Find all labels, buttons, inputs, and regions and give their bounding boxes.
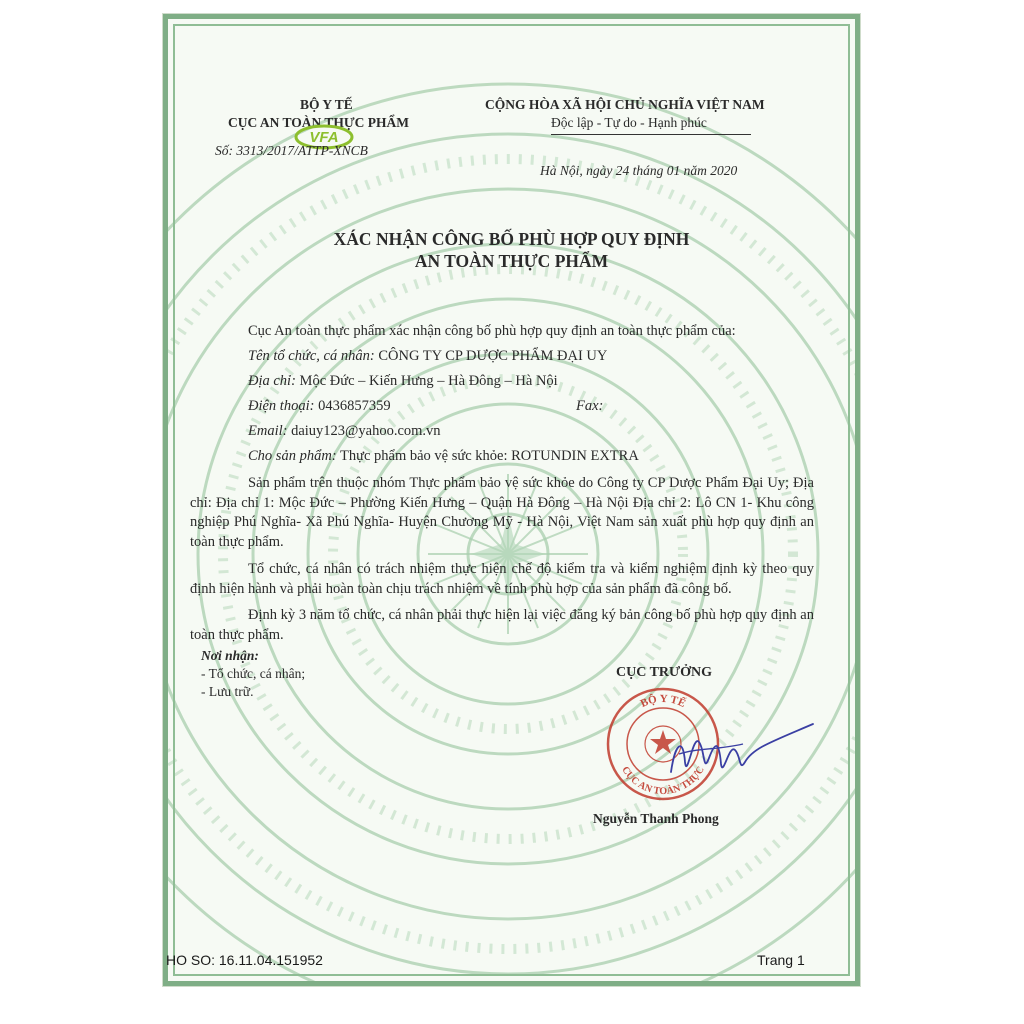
- vfa-logo-text: VFA: [309, 129, 339, 146]
- phone-value: 0436857359: [314, 398, 391, 414]
- product-value: Thực phẩm bảo vệ sức khỏe: ROTUNDIN EXTRA: [336, 448, 639, 464]
- address-value: Mộc Đức – Kiến Hưng – Hà Đông – Hà Nội: [295, 373, 558, 389]
- stamp-top-text: BỘ Y TẾ: [638, 692, 688, 710]
- paragraph-renewal: Định kỳ 3 năm tổ chức, cá nhân phải thực hiện lại việc đăng ký bản công bố phù hợp quy định an toàn thực phẩm.: [190, 607, 814, 643]
- organization-label: Tên tổ chức, cá nhân:: [248, 348, 375, 364]
- address-label: Địa chỉ:: [248, 373, 296, 389]
- email-line: [248, 423, 441, 440]
- email-label: Email:: [248, 423, 288, 439]
- ministry-name: BỘ Y TẾ: [300, 97, 353, 112]
- recipient-item: - Tổ chức, cá nhân;: [201, 666, 306, 681]
- document-title-line2: AN TOÀN THỰC PHẨM: [414, 251, 609, 271]
- handwritten-signature: [653, 714, 823, 794]
- intro-text: Cục An toàn thực phẩm xác nhận công bố phù hợp quy định an toàn thực phẩm của:: [248, 323, 736, 339]
- phone-label: Điện thoại:: [248, 398, 315, 414]
- product-line: [248, 448, 639, 465]
- paragraph-product-group: Sản phẩm trên thuộc nhóm Thực phẩm bảo vệ sức khỏe do Công ty CP Dược Phẩm Đại Uy; Địa chỉ: Địa chỉ 1: Mộc Đức – Phường Kiến Hưng – Quận Hà Đông – Hà Nội Địa chỉ 2: Lô CN 1- Khu công nghiệp Phú Nghĩa- Xã Phú Nghĩa- Huyện Chương Mỹ - Hà Nội, Việt Nam sản xuất phù hợp quy định an toàn thực phẩm.: [190, 475, 814, 550]
- certificate-page: [163, 14, 860, 986]
- signer-name: Nguyễn Thanh Phong: [593, 811, 719, 826]
- stamp-bottom-text: CỤC AN TOÀN THỰC: [619, 764, 707, 798]
- document-number: Số: 3313/2017/ATTP-XNCB: [215, 143, 368, 158]
- national-motto: Độc lập - Tự do - Hạnh phúc: [551, 115, 707, 130]
- department-name: CỤC AN TOÀN THỰC PHẨM: [228, 115, 410, 130]
- recipient-item: - Lưu trữ.: [201, 684, 254, 699]
- organization-value: CÔNG TY CP DƯỢC PHẨM ĐẠI UY: [374, 348, 608, 364]
- signer-position: CỤC TRƯỞNG: [616, 665, 713, 680]
- issue-date: Hà Nội, ngày 24 tháng 01 năm 2020: [540, 163, 738, 178]
- fax-label: Fax:: [576, 398, 604, 414]
- email-value: daiuy123@yahoo.com.vn: [287, 423, 441, 439]
- document-title-line1: XÁC NHẬN CÔNG BỐ PHÙ HỢP QUY ĐỊNH: [333, 229, 690, 249]
- phone-line: [248, 398, 391, 415]
- file-number: HO SO: 16.11.04.151952: [166, 952, 323, 968]
- republic-title: CỘNG HÒA XÃ HỘI CHỦ NGHĨA VIỆT NAM: [485, 97, 765, 112]
- paragraph-responsibility: Tổ chức, cá nhân có trách nhiệm thực hiện chế độ kiểm tra và kiểm nghiệm định kỳ theo quy định hiện hành và phải hoàn toàn chịu trách nhiệm về tính phù hợp của sản phẩm đã công bố.: [190, 561, 814, 597]
- address-line: [248, 373, 558, 390]
- recipients-title: Nơi nhận:: [201, 648, 259, 663]
- motto-underline: [551, 134, 751, 135]
- organization-line: [248, 348, 607, 365]
- page-number: Trang 1: [757, 952, 805, 968]
- product-label: Cho sản phẩm:: [248, 448, 337, 464]
